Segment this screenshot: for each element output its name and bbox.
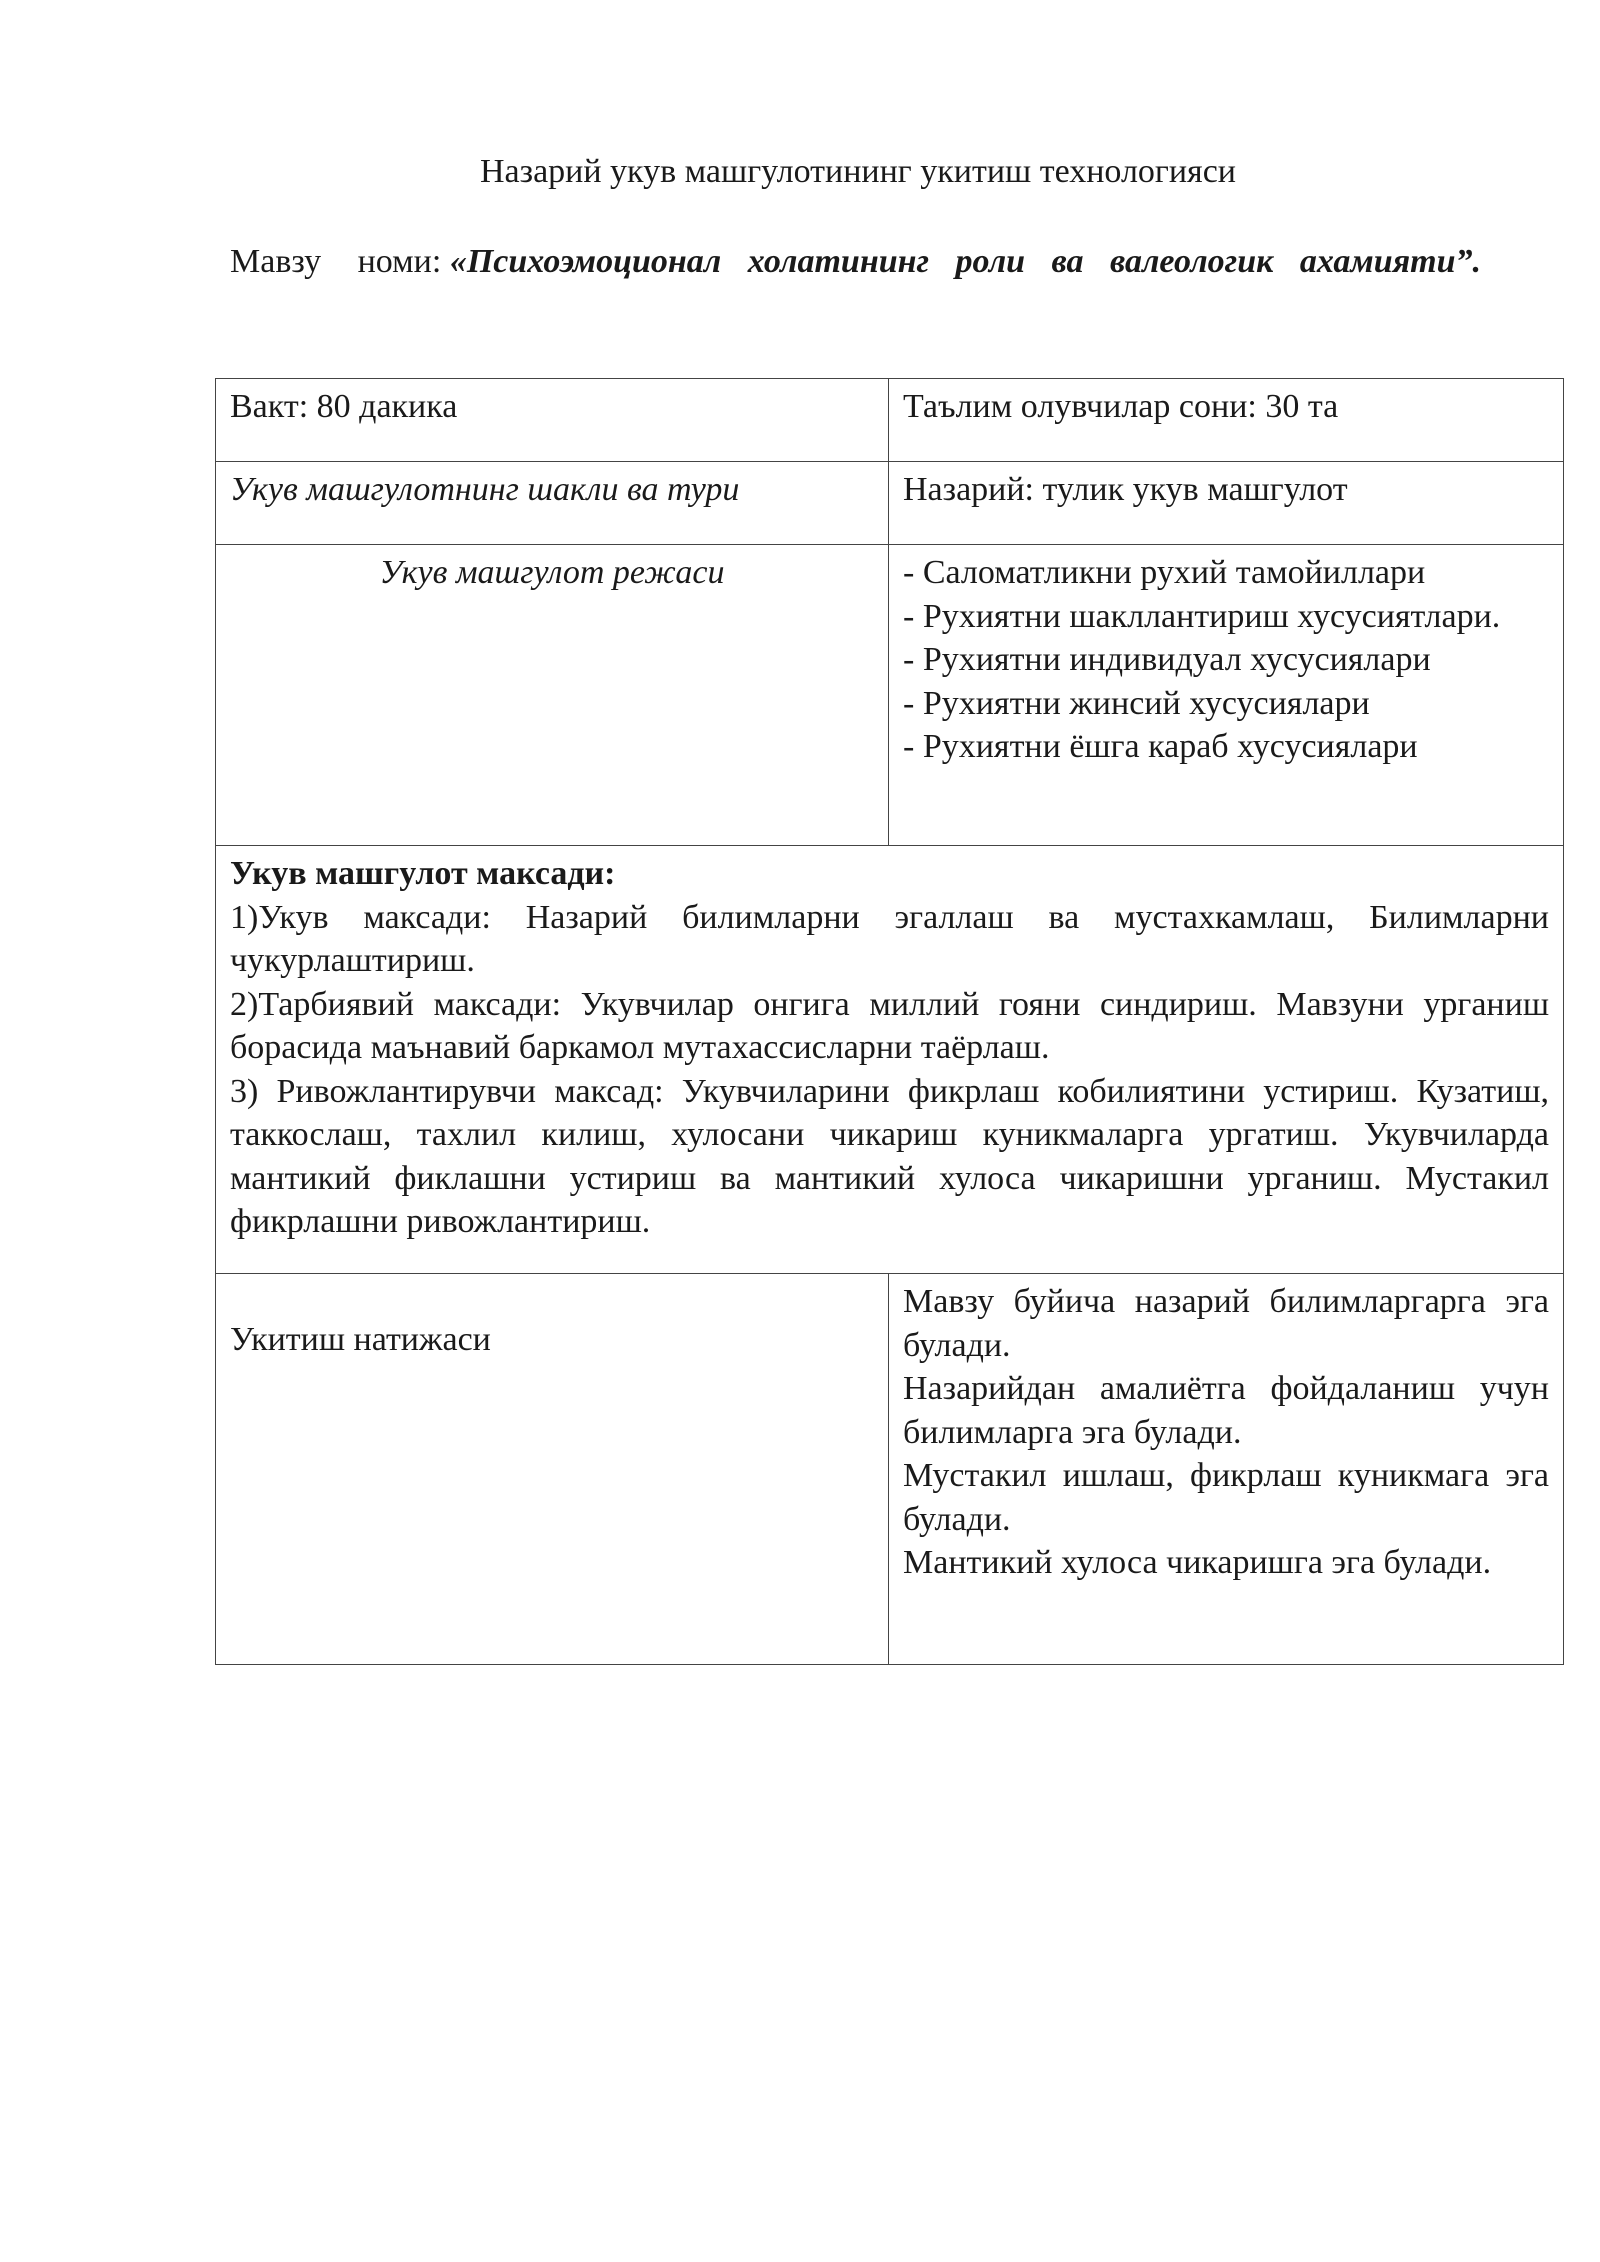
result-item: Мавзу буйича назарий билимларгарга эга булади. xyxy=(903,1283,1549,1364)
topic-label: Мавзу номи: xyxy=(230,243,442,280)
table-row-time xyxy=(216,379,1564,462)
plan-item: - Рухиятни жинсий хусусиялари xyxy=(903,684,1370,722)
goal-item: 2)Тарбиявий максади: Укувчилар онгига миллий гояни синдириш. Мавзуни урганиш борасида маънавий баркамол мутахассисларни таёрлаш. xyxy=(230,985,1549,1066)
lesson-plan-list xyxy=(889,545,1564,846)
result-item: Назарийдан амалиётга фойдаланиш учун билимларга эга булади. xyxy=(903,1370,1549,1451)
table-row-plan xyxy=(216,545,1564,846)
table-row-goals xyxy=(216,846,1564,1274)
lesson-form-label: Укув машгулотнинг шакли ва тури xyxy=(216,462,889,545)
plan-item: - Рухиятни шакллантириш хусусиятлари. xyxy=(903,597,1501,635)
lesson-form-value: Назарий: тулик укув машгулот xyxy=(889,462,1564,545)
document-title: Назарий укув машгулотининг укитиш технологияси xyxy=(480,153,1236,190)
result-item: Мустакил ишлаш, фикрлаш куникмага эга булади. xyxy=(903,1457,1549,1538)
students-count-cell: Таълим олувчилар сони: 30 та xyxy=(889,379,1564,462)
goal-item: 1)Укув максади: Назарий билимларни эгаллаш ва мустахкамлаш, Билимларни чукурлаштириш. xyxy=(230,898,1549,979)
results-label-cell xyxy=(216,1274,889,1665)
lesson-plan-label: Укув машгулот режаси xyxy=(216,545,889,846)
results-label: Укитиш натижаси xyxy=(230,1321,491,1358)
result-item: Мантикий хулоса чикаришга эга булади. xyxy=(903,1544,1492,1581)
plan-item: - Рухиятни ёшга караб хусусиялари xyxy=(903,728,1418,765)
lesson-goals-cell xyxy=(216,846,1564,1274)
plan-item: - Саломатликни рухий тамойиллари xyxy=(903,554,1426,591)
goals-heading: Укув машгулот максади: xyxy=(230,855,616,892)
topic-name: «Психоэмоционал холатининг роли ва валеологик ахамияти”. xyxy=(449,243,1481,280)
time-cell: Вакт: 80 дакика xyxy=(216,379,889,462)
plan-item: - Рухиятни индивидуал хусусиялари xyxy=(903,641,1431,678)
goal-item: 3) Ривожлантирувчи максад: Укувчиларини фикрлаш кобилиятини устириш. Кузатиш, таккослаш, тахлил килиш, хулосани чикариш куникмаларга ургатиш. Укувчиларда мантикий фиклашни устириш ва мантикий хулоса чикаришни урганиш. Мустакил фикрлашни ривожлантириш. xyxy=(230,1072,1549,1240)
table-row-results xyxy=(216,1274,1564,1665)
lesson-table xyxy=(215,378,1549,1665)
results-list xyxy=(889,1274,1564,1665)
topic-line xyxy=(230,240,1490,284)
lesson-table-grid xyxy=(215,378,1564,1665)
table-row-form xyxy=(216,462,1564,545)
